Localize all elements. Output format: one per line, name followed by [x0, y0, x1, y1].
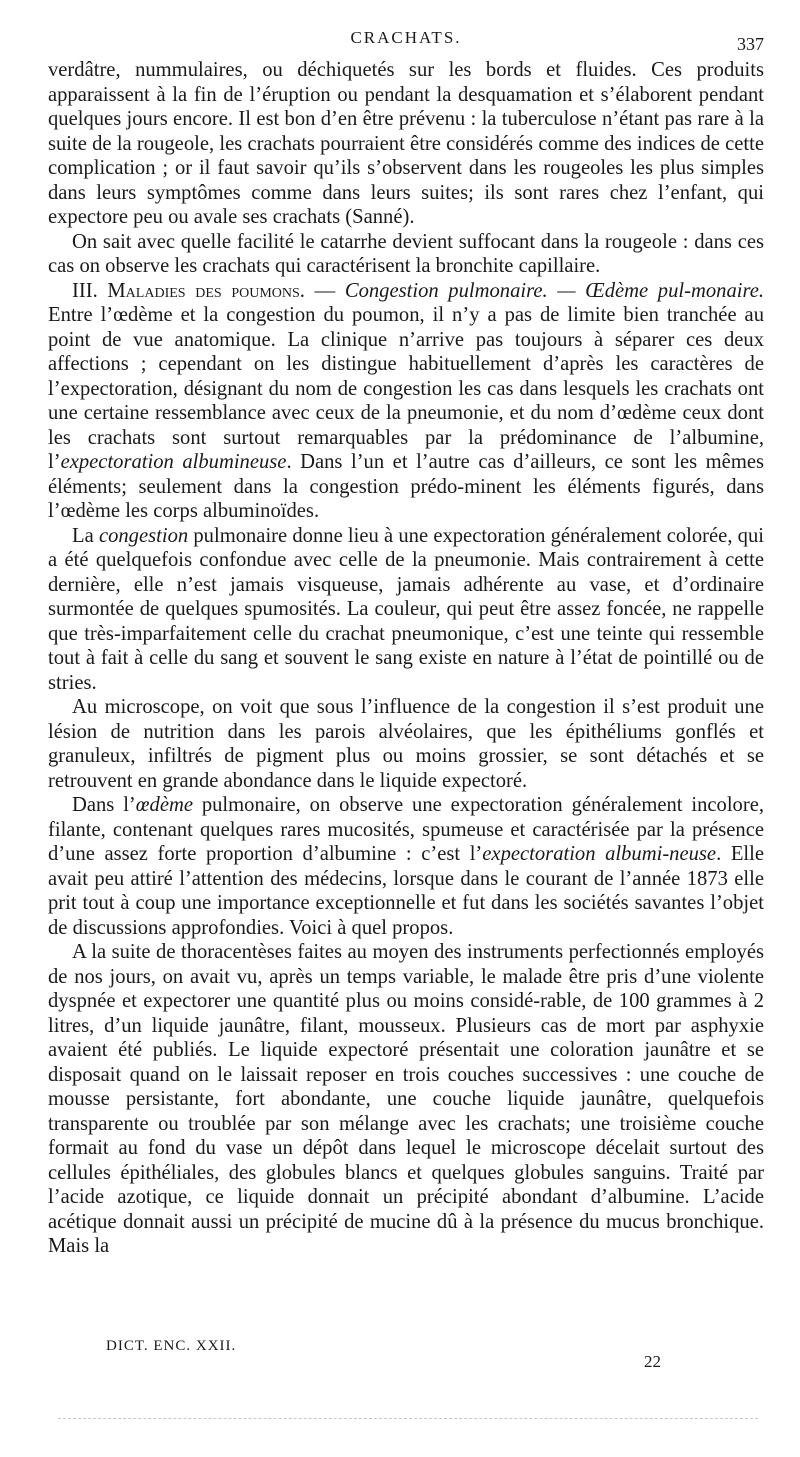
- paragraph-text: On sait avec quelle facilité le catarrhe devient suffocant dans la rougeole : dans ces cas on observe les crachats qui caractérisent la bronchite capillaire.: [48, 230, 764, 277]
- paragraph: [48, 524, 764, 696]
- running-head-title: CRACHATS.: [350, 28, 462, 47]
- paragraph: [48, 230, 764, 279]
- subsection-heading: Congestion pulmonaire. — Œdème pul-monaire.: [344, 279, 764, 302]
- section-number: III.: [72, 279, 108, 302]
- running-head: [48, 28, 764, 52]
- paragraph: [48, 940, 764, 1259]
- italic-term: œdème: [135, 794, 193, 816]
- paragraph-text: Entre l’œdème et la congestion du poumon, il n’y a pas de limite bien tranchée au point de vue anatomique. La clinique n’arrive pas toujours à séparer ces deux affections ; cependant on les distingue habituellement d’après les caractères de l’expectoration, désignant du nom de congestion les cas dans lesquels les crachats ont une certaine ressemblance avec ceux de la pneumonie, et du nom d’œdème ceux dont les crachats sont surtout remarquables par la prédominance de l’albumine, l’: [48, 304, 764, 473]
- paragraph-text: . Elle avait peu attiré l’attention des médecins, lorsque dans le courant de l’année 1873 elle prit tout à coup une importance exceptionnelle et fut dans les sociétés savantes l’objet de discussions approfondies. Voici à quel propos.: [48, 843, 764, 939]
- page-footer: [48, 1338, 764, 1378]
- italic-term: expectoration albumineuse: [60, 451, 287, 473]
- document-page: [48, 0, 764, 1457]
- paragraph: [48, 58, 764, 230]
- paragraph-text: La: [72, 524, 99, 547]
- paragraph-text: Au microscope, on voit que sous l’influence de la congestion il s’est produit une lésion de nutrition dans les parois alvéolaires, que les épithéliums gonflés et granuleux, infiltrés de pigment plus ou moins grossier, se sont détachés et se retrouvent en grande abondance dans le liquide expectoré.: [48, 696, 764, 792]
- paragraph-text: . Dans l’un et l’autre cas d’ailleurs, ce sont les mêmes éléments; seulement dans la congestion prédo-minent les éléments figurés, dans l’œdème les corps albuminoïdes.: [48, 451, 764, 522]
- paragraph-text: —: [304, 279, 345, 302]
- italic-term: expectoration albumi-neuse: [482, 843, 717, 865]
- paragraph-text: A la suite de thoracentèses faites au moyen des instruments perfectionnés employés de nos jours, on avait vu, après un temps variable, le malade être pris d’une violente dyspnée et expectorer une quantité plus ou moins considé-rable, de 100 grammes à 2 litres, d’un liquide jaunâtre, filant, mousseux. Plusieurs cas de mort par asphyxie avaient été publiés. Le liquide expectoré présentait une coloration jaunâtre et se disposait quand on le laissait reposer en trois couches successives : une couche de mousse persistante, fort abondante, une couche liquide jaunâtre, quelquefois transparente ou troublée par son mélange avec les crachats; une troisième couche formait au fond du vase un dépôt dans lequel le microscope décelait surtout des cellules épithéliales, des globules blancs et quelques globules sanguins. Traité par l’acide azotique, ce liquide donnait un précipité abondant d’albumine. L’acide acétique donnait aussi un précipité de mucine dû à la présence du mucus bronchique. Mais la: [48, 941, 764, 1257]
- signature-number: 22: [644, 1352, 661, 1371]
- paragraph-text: pulmonaire donne lieu à une expectoration généralement colorée, qui a été quelquefois confondue avec celle de la pneumonie. Mais contrairement à cette dernière, elle n’est jamais visqueuse, jamais adhérente au vase, et d’ordinaire surmontée de quelques spumosités. La couleur, qui peut être assez foncée, ne rappelle que très-imparfaitement celle du crachat pneumonique, c’est une teinte qui ressemble tout à fait à celle du sang et souvent le sang existe en nature à l’état de pointillé ou de stries.: [48, 524, 764, 694]
- italic-term: congestion: [98, 524, 189, 547]
- body-text: [48, 58, 764, 1259]
- page-number: 337: [737, 34, 764, 54]
- paragraph: [48, 695, 764, 793]
- signature-mark: DICT. ENC. XXII.: [106, 1338, 237, 1354]
- paragraph-text: pulmonaire, on observe une expectoration généralement incolore, filante, contenant quelques rares mucosités, spumeuse et caractérisée par la présence d’une assez forte proportion d’albumine : c’est l’: [48, 794, 764, 865]
- paragraph: [48, 279, 764, 524]
- scan-artifact-line: [58, 1418, 758, 1419]
- paragraph: [48, 793, 764, 940]
- paragraph-text: Dans l’: [72, 794, 136, 816]
- paragraph-text: verdâtre, nummulaires, ou déchiquetés sur les bords et fluides. Ces produits apparaissent à la fin de l’éruption ou pendant la desquamation et s’élaborent pendant quelques jours encore. Il est bon d’en être prévenu : la tuberculose n’étant pas rare à la suite de la rougeole, les crachats pourraient être considérés comme des indices de cette complication ; or il faut savoir qu’ils s’observent dans les rougeoles les plus simples dans leurs symptômes comme dans leurs suites; ils sont rares chez l’enfant, qui expectore peu ou avale ses crachats (Sanné).: [48, 59, 764, 228]
- section-heading: Maladies des poumons.: [107, 279, 305, 302]
